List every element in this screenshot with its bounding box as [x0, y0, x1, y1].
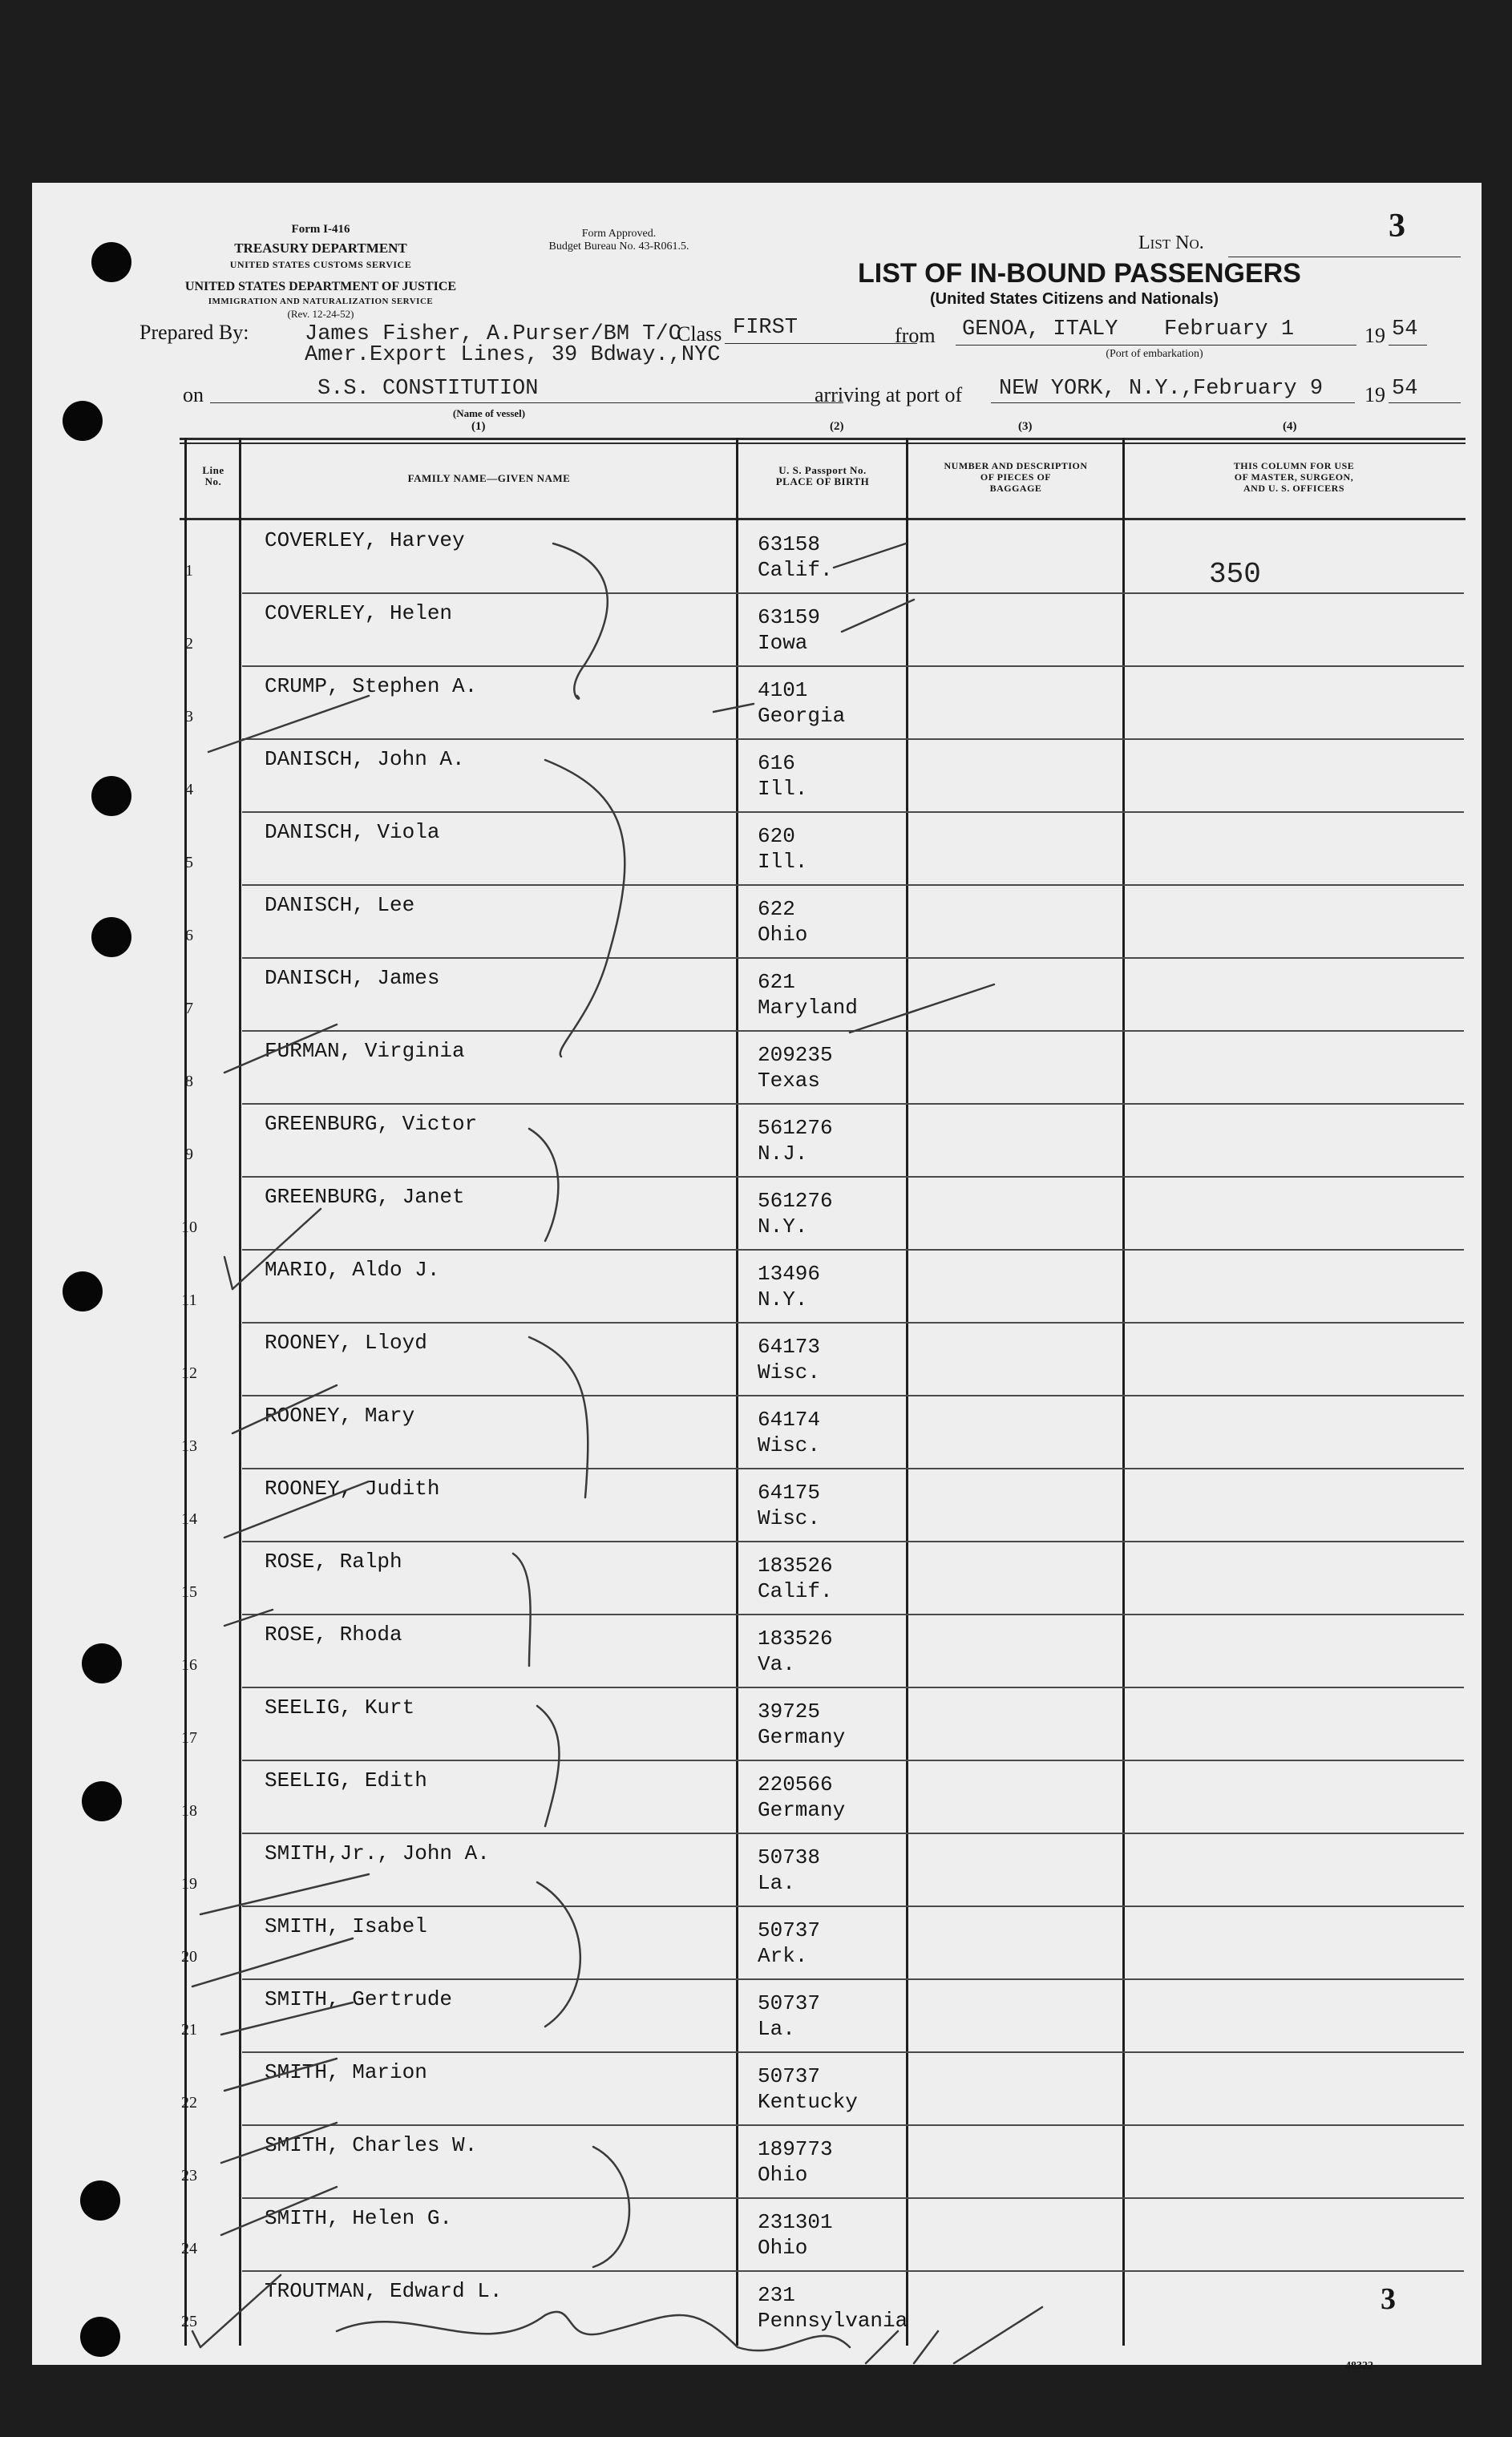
- form-revision: (Rev. 12-24-52): [287, 308, 354, 320]
- table-row-19: 19 SMITH,Jr., John A. 50738 La.: [32, 1833, 1482, 1906]
- table-row-4: 4 DANISCH, John A. 616 Ill.: [32, 739, 1482, 812]
- passport-cell: 64173 Wisc.: [758, 1335, 821, 1384]
- table-row-23: 23 SMITH, Charles W. 189773 Ohio: [32, 2125, 1482, 2198]
- passport-cell: 50737 La.: [758, 1991, 821, 2041]
- passport-cell: 616 Ill.: [758, 751, 808, 801]
- year-prefix-1: 19: [1364, 324, 1385, 347]
- passport-cell: 189773 Ohio: [758, 2137, 833, 2187]
- table-row-6: 6 DANISCH, Lee 622 Ohio: [32, 885, 1482, 958]
- form-number: Form I-416: [291, 223, 350, 236]
- table-row-15: 15 ROSE, Ralph 183526 Calif.: [32, 1542, 1482, 1615]
- class-value: FIRST: [733, 316, 798, 340]
- binder-hole: [91, 776, 131, 816]
- port-embarkation: GENOA, ITALY: [962, 317, 1118, 342]
- manifest-page: [32, 183, 1482, 2372]
- table-row-17: 17 SEELIG, Kurt 39725 Germany: [32, 1687, 1482, 1760]
- col-num-4: (4): [1283, 420, 1297, 433]
- year-prefix-2: 19: [1364, 383, 1385, 406]
- table-row-14: 14 ROONEY, Judith 64175 Wisc.: [32, 1469, 1482, 1542]
- passport-cell: 63158 Calif.: [758, 532, 833, 582]
- passport-cell: 39725 Germany: [758, 1699, 846, 1749]
- header-passport: U. S. Passport No. PLACE OF BIRTH: [775, 464, 870, 487]
- passport-cell: 183526 Calif.: [758, 1554, 833, 1603]
- passport-cell: 50737 Kentucky: [758, 2064, 858, 2114]
- table-row-1: 1 COVERLEY, Harvey 63158 Calif.: [32, 520, 1482, 593]
- port-embarkation-caption: (Port of embarkation): [1106, 348, 1203, 360]
- table-row-20: 20 SMITH, Isabel 50737 Ark.: [32, 1906, 1482, 1979]
- justice-dept: UNITED STATES DEPARTMENT OF JUSTICE: [184, 280, 457, 293]
- customs-service: UNITED STATES CUSTOMS SERVICE: [229, 259, 412, 270]
- departure-date: February 1: [1164, 317, 1295, 342]
- arriving-label: arriving at port of: [815, 383, 963, 406]
- binder-hole: [91, 242, 131, 282]
- departure-year: 54: [1392, 317, 1418, 342]
- from-label: from: [895, 324, 936, 347]
- officer-stamp-number: 350: [1209, 558, 1261, 591]
- table-row-3: 3 CRUMP, Stephen A. 4101 Georgia: [32, 666, 1482, 739]
- binder-hole: [82, 1781, 122, 1821]
- port-arrival: NEW YORK, N.Y.,: [999, 377, 1195, 401]
- vessel-caption: (Name of vessel): [452, 407, 526, 419]
- table-row-21: 21 SMITH, Gertrude 50737 La.: [32, 1979, 1482, 2052]
- table-row-2: 2 COVERLEY, Helen 63159 Iowa: [32, 593, 1482, 666]
- passport-cell: 220566 Germany: [758, 1772, 846, 1822]
- bottom-page-number: 3: [1381, 2282, 1396, 2316]
- passport-cell: 621 Maryland: [758, 970, 858, 1020]
- page-subtitle: (United States Citizens and Nationals): [929, 290, 1219, 308]
- list-no-label: List No.: [1138, 232, 1204, 253]
- passport-cell: 561276 N.Y.: [758, 1189, 833, 1239]
- form-approved: Form Approved.: [581, 228, 657, 240]
- treasury-dept: TREASURY DEPARTMENT: [234, 240, 407, 256]
- table-row-8: 8 FURMAN, Virginia 209235 Texas: [32, 1031, 1482, 1104]
- prepared-by-company: Amer.Export Lines, 39 Bdway.,NYC: [305, 343, 721, 367]
- page-title: LIST OF IN-BOUND PASSENGERS: [858, 258, 1301, 289]
- on-label: on: [183, 383, 204, 406]
- passport-cell: 50738 La.: [758, 1845, 821, 1895]
- passport-cell: 231 Pennsylvania: [758, 2283, 908, 2333]
- binder-hole: [63, 401, 103, 441]
- binder-hole: [80, 2180, 120, 2221]
- passport-cell: 63159 Iowa: [758, 605, 821, 655]
- table-row-11: 11 MARIO, Aldo J. 13496 N.Y.: [32, 1250, 1482, 1323]
- col-num-1: (1): [471, 420, 486, 433]
- header-baggage: NUMBER AND DESCRIPTION OF PIECES OF BAGGAGE: [944, 460, 1088, 494]
- vessel-name: S.S. CONSTITUTION: [317, 377, 539, 401]
- table-row-12: 12 ROONEY, Lloyd 64173 Wisc.: [32, 1323, 1482, 1396]
- table-row-16: 16 ROSE, Rhoda 183526 Va.: [32, 1615, 1482, 1687]
- table-row-25: 25 TROUTMAN, Edward L. 231 Pennsylvania: [181, 2279, 908, 2333]
- arrival-year: 54: [1392, 377, 1418, 401]
- table-row-10: 10 GREENBURG, Janet 561276 N.Y.: [32, 1177, 1482, 1250]
- table-row-24: 24 SMITH, Helen G. 231301 Ohio: [32, 2198, 1482, 2271]
- header-officers: THIS COLUMN FOR USE OF MASTER, SURGEON, AND U. S. OFFICERS: [1233, 460, 1355, 494]
- col-num-2: (2): [830, 420, 844, 433]
- passport-cell: 561276 N.J.: [758, 1116, 833, 1166]
- passport-cell: 622 Ohio: [758, 897, 808, 947]
- pen-marks: [32, 183, 1482, 2365]
- col-num-3: (3): [1018, 420, 1033, 433]
- passport-cell: 64175 Wisc.: [758, 1481, 821, 1530]
- passport-cell: 231301 Ohio: [758, 2210, 833, 2260]
- list-number: 3: [1389, 208, 1405, 245]
- ins-service: IMMIGRATION AND NATURALIZATION SERVICE: [208, 297, 434, 306]
- passport-cell: 620 Ill.: [758, 824, 808, 874]
- passport-cell: 50737 Ark.: [758, 1918, 821, 1968]
- table-row-22: 22 SMITH, Marion 50737 Kentucky: [32, 2052, 1482, 2125]
- table-row-5: 5 DANISCH, Viola 620 Ill.: [32, 812, 1482, 885]
- prepared-label: Prepared By:: [139, 321, 249, 344]
- passport-cell: 64174 Wisc.: [758, 1408, 821, 1457]
- table-row-9: 9 GREENBURG, Victor 561276 N.J.: [32, 1104, 1482, 1177]
- binder-hole: [82, 1643, 122, 1683]
- header-line-no: Line No.: [202, 464, 224, 487]
- class-label: Class: [677, 322, 722, 346]
- table-row-13: 13 ROONEY, Mary 64174 Wisc.: [32, 1396, 1482, 1469]
- passport-cell: 183526 Va.: [758, 1627, 833, 1676]
- form-stock-number: 48322: [1345, 2360, 1373, 2372]
- prepared-by-name: James Fisher, A.Purser/BM T/C: [305, 322, 681, 346]
- binder-hole: [91, 917, 131, 957]
- table-row-7: 7 DANISCH, James 621 Maryland: [32, 958, 1482, 1031]
- arrival-date: February 9: [1193, 377, 1324, 401]
- budget-bureau: Budget Bureau No. 43-R061.5.: [548, 240, 689, 253]
- table-row-18: 18 SEELIG, Edith 220566 Germany: [32, 1760, 1482, 1833]
- passport-cell: 13496 N.Y.: [758, 1262, 821, 1311]
- passport-cell: 4101 Georgia: [758, 678, 846, 728]
- passport-cell: 209235 Texas: [758, 1043, 833, 1093]
- binder-hole: [63, 1271, 103, 1311]
- binder-hole: [80, 2317, 120, 2357]
- header-name: FAMILY NAME—GIVEN NAME: [407, 472, 571, 484]
